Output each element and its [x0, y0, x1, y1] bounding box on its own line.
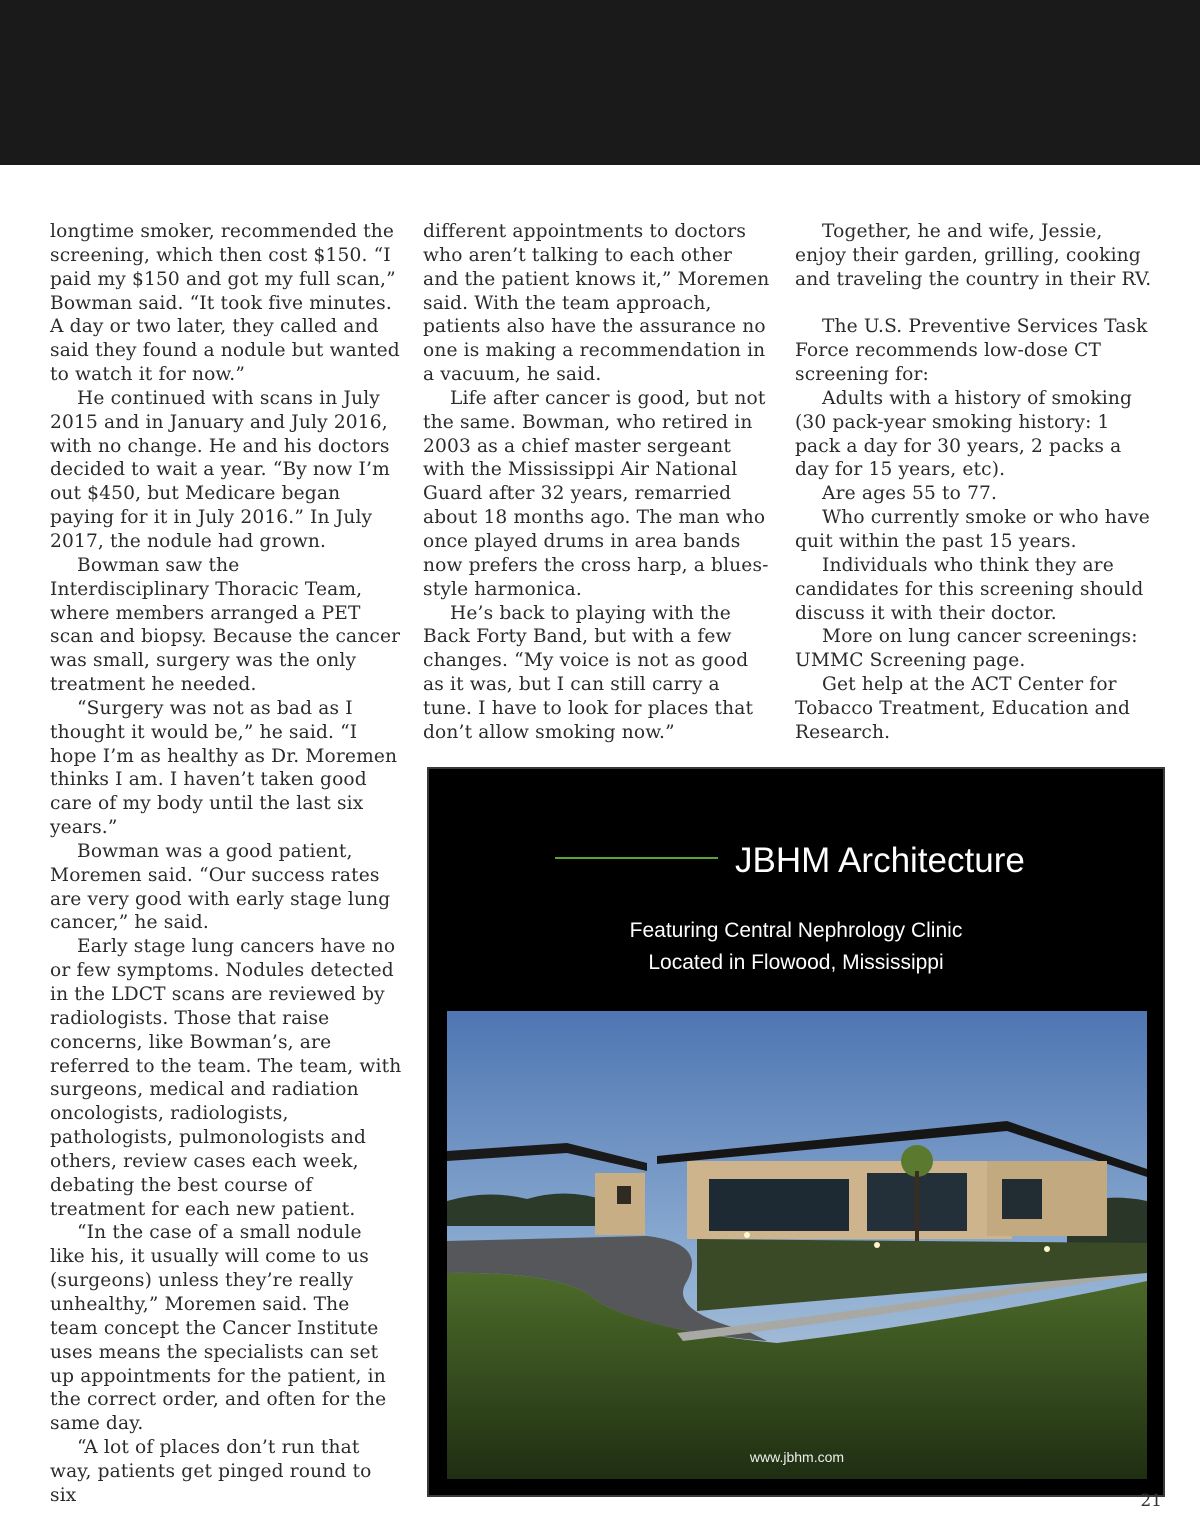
paragraph: He’s back to playing with the Back Forty Band, but with a few changes. “My voice is not as good as it was, but I can still carry a tune. I have to look for places that don’t allow smoking now.”: [423, 602, 754, 743]
sidebar-item: Individuals who think they are candidates for this screening should discuss it with their doctor.: [795, 554, 1144, 624]
ad-title: JBHM Architecture: [735, 841, 1025, 880]
paragraph: He continued with scans in July 2015 and in January and July 2016, with no change. He and his doctors decided to wait a year. “By now I’m out $450, but Medicare began paying for it in July 2016.” In July 2017, the nodule had grown.: [50, 387, 390, 552]
paragraph: Bowman saw the Interdisciplinary Thoracic Team, where members arranged a PET scan and biopsy. Because the cancer was small, surgery was the only treatment he needed.: [50, 554, 401, 696]
article-column-2: [423, 220, 773, 745]
ad-location: Located in Flowood, Mississippi: [648, 951, 944, 974]
paragraph: “Surgery was not as bad as I thought it would be,” he said. “I hope I’m as healthy as Dr. Moremen thinks I am. I haven’t taken good care of my body until the last six years.”: [50, 697, 398, 839]
clinic-photo: [447, 1011, 1147, 1479]
paragraph: different appointments to doctors who aren’t talking to each other and the patient knows it,” Moremen said. With the team approach, patients also have the assurance no one is making a recommendation in a vacuum, he said.: [423, 221, 770, 386]
paragraph: “In the case of a small nodule like his, it usually will come to us (surgeons) unless they’re really unhealthy,” Moremen said. The team concept the Cancer Institute uses means the specialists can set up appointments for the patient, in the correct order, and often for the same day.: [50, 1222, 387, 1435]
sidebar-link-act-center[interactable]: Get help at the ACT Center for Tobacco Treatment, Education and Research.: [795, 674, 1131, 743]
sidebar-item: Who currently smoke or who have quit within the past 15 years.: [795, 507, 1150, 552]
paragraph: longtime smoker, recommended the screening, which then cost $150. “I paid my $150 and got my full scan,” Bowman said. “It took five minutes. A day or two later, they called and said they found a nodule but wanted to watch it for now.”: [50, 221, 400, 386]
screening-sidebar: [795, 315, 1155, 744]
article-column-3: [795, 220, 1155, 745]
accent-rule: [555, 857, 718, 859]
sidebar-item: Adults with a history of smoking (30 pack-year smoking history: 1 pack a day for 30 years, 2 packs a day for 15 years, etc).: [795, 387, 1133, 481]
paragraph: Early stage lung cancers have no or few symptoms. Nodules detected in the LDCT scans are reviewed by radiologists. Those that raise concerns, like Bowman’s, are referred to the team. The team, with surgeons, medical and radiation oncologists, radiologists, pathologists, pulmonologists and others, review cases each week, debating the best course of treatment for each new patient.: [50, 936, 402, 1220]
paragraph: “A lot of places don’t run that way, patients get pinged round to six: [50, 1437, 372, 1506]
paragraph: Bowman was a good patient, Moremen said. “Our success rates are very good with early stage lung cancer,” he said.: [50, 840, 391, 934]
header-band: [0, 0, 1200, 165]
sidebar-link-screening[interactable]: More on lung cancer screenings: UMMC Screening page.: [795, 626, 1138, 672]
ad-subtitle: Featuring Central Nephrology Clinic: [629, 919, 963, 942]
jbhm-advertisement: [427, 767, 1165, 1497]
ad-website-link[interactable]: www.jbhm.com: [749, 1449, 845, 1465]
sidebar-item: Are ages 55 to 77.: [822, 483, 998, 505]
paragraph: Together, he and wife, Jessie, enjoy their garden, grilling, cooking and traveling the country in their RV.: [795, 221, 1152, 290]
article-column-1: [50, 220, 402, 1508]
page-number: 21: [1140, 1491, 1162, 1511]
paragraph: Life after cancer is good, but not the same. Bowman, who retired in 2003 as a chief master sergeant with the Mississippi Air National Guard after 32 years, remarried about 18 months ago. The man who once played drums in area bands now prefers the cross harp, a blues-style harmonica.: [423, 387, 769, 600]
sidebar-intro: The U.S. Preventive Services Task Force recommends low-dose CT screening for:: [795, 316, 1148, 386]
